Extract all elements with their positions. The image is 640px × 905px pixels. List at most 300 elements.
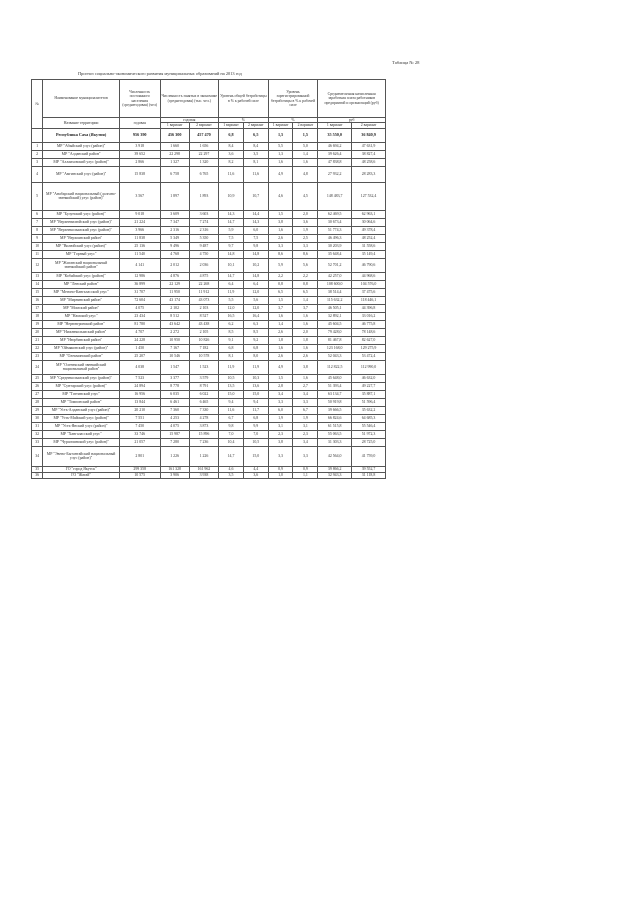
table-row [32, 320, 386, 328]
header-wage: Среднемесячная начисленная заработная плата работников предприятий и организаций (руб) [318, 80, 386, 118]
value-cell: 3 377 [160, 374, 189, 382]
value-cell: 13 844 [119, 398, 160, 406]
value-cell: 36 899 [119, 280, 160, 288]
value-cell: 9,2 [243, 336, 268, 344]
value-cell: 9,8 [219, 422, 244, 430]
value-cell: 6,5 [268, 288, 293, 296]
header-unit-rub: руб [318, 118, 386, 123]
value-cell: 46 694,2 [318, 142, 352, 150]
value-cell: 64 685,3 [352, 414, 386, 422]
value-cell: 1,6 [268, 312, 293, 320]
header-num: № [32, 80, 43, 129]
row-number: 33 [32, 438, 43, 446]
value-cell: 6 035 [160, 390, 189, 398]
value-cell: 11 912 [189, 288, 218, 296]
value-cell: 6,4 [219, 280, 244, 288]
table-row [32, 142, 386, 150]
value-cell: 9 018 [119, 210, 160, 218]
value-cell: 3,6 [243, 472, 268, 478]
table-row [32, 360, 386, 374]
value-cell: 11,9 [219, 288, 244, 296]
value-cell: 1,9 [293, 226, 318, 234]
value-cell: 1,6 [293, 344, 318, 352]
value-cell: 6,0 [268, 406, 293, 414]
value-cell: 49 227,7 [352, 382, 386, 390]
value-cell: 7,0 [219, 430, 244, 438]
table-row [32, 430, 386, 438]
table-row [32, 382, 386, 390]
value-cell: 35 887,1 [352, 390, 386, 398]
value-cell: 3 567 [119, 182, 160, 210]
value-cell: 4,6 [268, 182, 293, 210]
value-cell: 108 600,0 [318, 280, 352, 288]
value-cell: 1 523 [189, 360, 218, 374]
value-cell: 21 057 [119, 438, 160, 446]
value-cell: 1 450 [119, 344, 160, 352]
table-row [32, 242, 386, 250]
municipality-name: МР "Абыйский улус (район)" [43, 142, 120, 150]
row-number: 12 [32, 258, 43, 272]
value-cell: 8,2 [219, 158, 244, 166]
value-cell: 2 036 [189, 258, 218, 272]
value-cell: 5,5 [268, 142, 293, 150]
value-cell: 47 631,9 [352, 142, 386, 150]
total-row [32, 128, 386, 142]
row-number: 20 [32, 328, 43, 336]
table-row [32, 182, 386, 210]
row-number: 36 [32, 472, 43, 478]
row-number: 30 [32, 414, 43, 422]
row-number: 7 [32, 218, 43, 226]
value-cell: 41 759,0 [352, 446, 386, 466]
municipality-name: МР "Амгинский улус (район)" [43, 166, 120, 182]
value-cell: 8 791 [189, 382, 218, 390]
value-cell: 15 896 [189, 430, 218, 438]
value-cell: 42 257,0 [318, 272, 352, 280]
value-cell: 8,1 [243, 158, 268, 166]
value-cell: 3,1 [293, 422, 318, 430]
value-cell: 1,4 [293, 150, 318, 158]
value-cell: 10 950 [160, 336, 189, 344]
row-number: 8 [32, 226, 43, 234]
value-cell: 3,4 [293, 438, 318, 446]
total-name: Республика Саха (Якутия) [43, 128, 120, 142]
value-cell: 7 450 [119, 422, 160, 430]
value-cell: 6,8 [243, 344, 268, 352]
value-cell: 14,3 [219, 210, 244, 218]
value-cell: 5,9 [219, 226, 244, 234]
value-cell: 27 932,2 [318, 166, 352, 182]
value-cell: 7 182 [189, 344, 218, 352]
value-cell: 2 102 [160, 304, 189, 312]
value-cell: 3 579 [189, 374, 218, 382]
total-cell: 1,5 [268, 128, 293, 142]
row-number: 19 [32, 320, 43, 328]
table-row [32, 398, 386, 406]
value-cell: 42 564,0 [318, 446, 352, 466]
value-cell: 16 956 [119, 390, 160, 398]
municipality-name: МР "Мирнинский район" [43, 296, 120, 304]
value-cell: 7 236 [189, 438, 218, 446]
value-cell: 39 626,4 [318, 150, 352, 158]
row-number: 9 [32, 234, 43, 242]
row-number: 32 [32, 430, 43, 438]
value-cell: 4 750 [189, 250, 218, 258]
value-cell: 31 118,8 [352, 472, 386, 478]
municipality-name: МР "Сунтарский улус (район)" [43, 382, 120, 390]
value-cell: 15,0 [243, 446, 268, 466]
value-cell: 3,3 [293, 446, 318, 466]
value-cell: 10,1 [219, 258, 244, 272]
value-cell: 1,8 [268, 336, 293, 344]
header-v1: 1 вариант [268, 123, 293, 128]
header-v1: 1 вариант [160, 123, 189, 128]
value-cell: 3 609 [160, 210, 189, 218]
value-cell: 4 038 [119, 360, 160, 374]
value-cell: 2,2 [293, 272, 318, 280]
value-cell: 123 168,0 [318, 344, 352, 352]
value-cell: 9,1 [219, 336, 244, 344]
row-number: 25 [32, 374, 43, 382]
value-cell: 2,3 [293, 430, 318, 438]
municipality-name: МР "Нерюнгринский район" [43, 320, 120, 328]
value-cell: 7,0 [243, 430, 268, 438]
table-row [32, 150, 386, 158]
value-cell: 7 551 [119, 414, 160, 422]
value-cell: 8,6 [293, 250, 318, 258]
value-cell: 3,3 [293, 242, 318, 250]
value-cell: 8,4 [243, 142, 268, 150]
value-cell: 4 253 [160, 414, 189, 422]
value-cell: 127 532,4 [352, 182, 386, 210]
value-cell: 14,7 [219, 218, 244, 226]
value-cell: 2 012 [160, 258, 189, 272]
value-cell: 3,3 [268, 242, 293, 250]
value-cell: 82 627,0 [352, 336, 386, 344]
value-cell: 6,0 [243, 226, 268, 234]
value-cell: 1 226 [189, 446, 218, 466]
municipality-name: МР "Усть-Янский улус (район)" [43, 422, 120, 430]
value-cell: 25 207 [119, 352, 160, 360]
value-cell: 50 919,8 [318, 398, 352, 406]
value-cell: 6 465 [189, 398, 218, 406]
value-cell: 4 707 [119, 328, 160, 336]
value-cell: 8,5 [219, 328, 244, 336]
value-cell: 1,3 [268, 150, 293, 158]
municipality-name: МР "Хангаласский улус" [43, 430, 120, 438]
value-cell: 39 666,5 [318, 406, 352, 414]
value-cell: 51 972,3 [352, 430, 386, 438]
value-cell: 38 827,4 [352, 150, 386, 158]
value-cell: 9 496 [160, 242, 189, 250]
value-cell: 11,7 [243, 406, 268, 414]
value-cell: 3,5 [219, 472, 244, 478]
municipality-name: МР "Оленекский эвенкийский национальный район" [43, 360, 120, 374]
header-rep: годовая [119, 118, 160, 129]
value-cell: 6,2 [219, 320, 244, 328]
header-v2: 2 вариант [293, 123, 318, 128]
value-cell: 51 393,4 [318, 382, 352, 390]
municipality-name: МР "Жиганский национальный эвенкийский район" [43, 258, 120, 272]
value-cell: 22 268 [189, 280, 218, 288]
municipality-name: МР "Эвено-Бытантайский национальный улус (район)" [43, 446, 120, 466]
header-name2: Название территории [43, 118, 120, 129]
value-cell: 6,7 [293, 406, 318, 414]
value-cell: 44 396,8 [352, 304, 386, 312]
value-cell: 72 604 [119, 296, 160, 304]
value-cell: 14,8 [243, 272, 268, 280]
value-cell: 1 547 [160, 360, 189, 374]
value-cell: 148 483,7 [318, 182, 352, 210]
total-cell: 1,5 [293, 128, 318, 142]
value-cell: 10,5 [243, 438, 268, 446]
value-cell: 3,3 [293, 398, 318, 406]
value-cell: 78 148,6 [352, 328, 386, 336]
value-cell: 2,5 [293, 234, 318, 242]
municipality-name: МР "Таттинский улус" [43, 390, 120, 398]
value-cell: 7 280 [160, 438, 189, 446]
value-cell: 62 469,5 [318, 210, 352, 218]
value-cell: 44 968,6 [352, 272, 386, 280]
value-cell: 2,7 [293, 382, 318, 390]
value-cell: 11,6 [243, 166, 268, 182]
value-cell: 10,9 [219, 182, 244, 210]
value-cell: 13,5 [219, 382, 244, 390]
value-cell: 1 893 [189, 182, 218, 210]
value-cell: 1,4 [268, 320, 293, 328]
value-cell: 46 496,3 [318, 234, 352, 242]
municipality-name: МР "Усть-Алданский улус (район)" [43, 406, 120, 414]
header-registered: Уровень зарегистрированной безработицы в % к рабочей силе [268, 80, 318, 118]
header-unemployment: Уровень общей безработицы в % к рабочей силе [219, 80, 269, 118]
header-v1: 1 вариант [219, 123, 244, 128]
table-row [32, 446, 386, 466]
municipality-name: МР "Оймяконский улус (район)" [43, 344, 120, 352]
value-cell: 1,0 [268, 472, 293, 478]
value-cell: 10 578 [189, 352, 218, 360]
municipality-name: МР "Алданский район" [43, 150, 120, 158]
municipality-name: МР "Анабарский национальный (долгано-эвенкийский) улус (район)" [43, 182, 120, 210]
value-cell: 1,6 [293, 312, 318, 320]
value-cell: 11,6 [219, 406, 244, 414]
value-cell: 32 943,3 [318, 472, 352, 478]
value-cell: 4 075 [119, 304, 160, 312]
value-cell: 5,5 [219, 296, 244, 304]
value-cell: 0,9 [268, 466, 293, 472]
table-row [32, 328, 386, 336]
value-cell: 66 824,6 [318, 414, 352, 422]
value-cell: 5,0 [293, 142, 318, 150]
value-cell: 104 576,0 [352, 280, 386, 288]
value-cell: 46 505,1 [318, 304, 352, 312]
value-cell: 9,8 [243, 242, 268, 250]
table-row [32, 218, 386, 226]
value-cell: 43 438 [189, 320, 218, 328]
value-cell: 33 016,2 [352, 312, 386, 320]
row-number: 3 [32, 158, 43, 166]
value-cell: 12,0 [243, 288, 268, 296]
value-cell: 11,6 [219, 166, 244, 182]
value-cell: 6 022 [189, 390, 218, 398]
value-cell: 20 210 [119, 406, 160, 414]
total-cell: 457 470 [189, 128, 218, 142]
value-cell: 11 950 [160, 288, 189, 296]
row-number: 24 [32, 360, 43, 374]
value-cell: 46 790,6 [352, 258, 386, 272]
header-population: Численность постоянного населения (среднегодовая) (чел) [119, 80, 160, 118]
value-cell: 3 873 [189, 422, 218, 430]
table-row [32, 414, 386, 422]
value-cell: 2,8 [268, 382, 293, 390]
value-cell: 21 224 [119, 218, 160, 226]
value-cell: 24 894 [119, 382, 160, 390]
municipality-name: МР "Верхоянский район" [43, 234, 120, 242]
municipality-name: МР "Ленский район" [43, 280, 120, 288]
row-number: 16 [32, 296, 43, 304]
value-cell: 2 103 [189, 304, 218, 312]
value-cell: 2 866 [119, 158, 160, 166]
value-cell: 161 328 [160, 466, 189, 472]
row-number: 15 [32, 288, 43, 296]
value-cell: 7,5 [219, 234, 244, 242]
value-cell: 6 461 [160, 398, 189, 406]
value-cell: 3,8 [293, 360, 318, 374]
value-cell: 10 575 [119, 472, 160, 478]
value-cell: 3,6 [219, 150, 244, 158]
header-unit-pct: % [219, 118, 269, 123]
municipality-name: МР "Намский улус" [43, 312, 120, 320]
value-cell: 1 327 [160, 158, 189, 166]
value-cell: 11,9 [243, 360, 268, 374]
value-cell: 61 515,8 [318, 422, 352, 430]
value-cell: 6,4 [243, 280, 268, 288]
total-cell: 36 840,9 [352, 128, 386, 142]
value-cell: 5 349 [160, 234, 189, 242]
row-number: 13 [32, 272, 43, 280]
value-cell: 39 552,7 [352, 466, 386, 472]
value-cell: 0,8 [293, 280, 318, 288]
municipality-name: МР "Мегино-Кангаласский улус" [43, 288, 120, 296]
municipality-name: ГО "город Якутск" [43, 466, 120, 472]
value-cell: 3,8 [268, 438, 293, 446]
value-cell: 1,6 [268, 226, 293, 234]
row-number: 10 [32, 242, 43, 250]
value-cell: 8 778 [160, 382, 189, 390]
row-number: 4 [32, 166, 43, 182]
value-cell: 81 780 [119, 320, 160, 328]
value-cell: 2,6 [268, 234, 293, 242]
value-cell: 118 446,1 [352, 296, 386, 304]
value-cell: 8,6 [268, 250, 293, 258]
value-cell: 129 275,9 [352, 344, 386, 352]
value-cell: 3,5 [243, 150, 268, 158]
value-cell: 4,6 [219, 466, 244, 472]
value-cell: 12 986 [119, 272, 160, 280]
value-cell: 45 604,5 [318, 320, 352, 328]
value-cell: 48 258,6 [352, 158, 386, 166]
value-cell: 4 876 [160, 272, 189, 280]
value-cell: 3,4 [293, 390, 318, 398]
value-cell: 1 660 [160, 142, 189, 150]
value-cell: 1,5 [268, 296, 293, 304]
value-cell: 35 149,4 [352, 250, 386, 258]
value-cell: 46 632,0 [352, 374, 386, 382]
value-cell: 4,8 [293, 166, 318, 182]
value-cell: 43 174 [160, 296, 189, 304]
table-row [32, 250, 386, 258]
table-row [32, 352, 386, 360]
row-number: 6 [32, 210, 43, 218]
value-cell: 37 475,6 [352, 288, 386, 296]
value-cell: 3 906 [160, 472, 189, 478]
row-number: 2 [32, 150, 43, 158]
value-cell: 47 838,8 [318, 158, 352, 166]
value-cell: 10,3 [243, 374, 268, 382]
value-cell: 1,8 [293, 336, 318, 344]
table-row [32, 312, 386, 320]
value-cell: 11,9 [219, 360, 244, 374]
value-cell: 30 673,4 [318, 218, 352, 226]
table-row [32, 280, 386, 288]
value-cell: 7 330 [189, 406, 218, 414]
value-cell: 2,6 [268, 352, 293, 360]
value-cell: 2,0 [293, 210, 318, 218]
value-cell: 43 642 [160, 320, 189, 328]
value-cell: 14,7 [219, 446, 244, 466]
row-number: 14 [32, 280, 43, 288]
total-num [32, 128, 43, 142]
value-cell: 1,6 [268, 158, 293, 166]
value-cell: 49 378,4 [352, 226, 386, 234]
row-number: 34 [32, 446, 43, 466]
value-cell: 6,8 [243, 414, 268, 422]
row-number: 27 [32, 390, 43, 398]
value-cell: 2,0 [293, 328, 318, 336]
value-cell: 11 838 [119, 234, 160, 242]
value-cell: 11 540 [119, 250, 160, 258]
value-cell: 12,0 [243, 304, 268, 312]
value-cell: 8,5 [243, 328, 268, 336]
header-v2: 2 вариант [352, 123, 386, 128]
value-cell: 55 063,5 [318, 430, 352, 438]
row-number: 11 [32, 250, 43, 258]
value-cell: 7 167 [160, 344, 189, 352]
value-cell: 1,1 [293, 472, 318, 478]
row-number: 31 [32, 422, 43, 430]
value-cell: 2,2 [268, 272, 293, 280]
table-row [32, 226, 386, 234]
total-cell: 6,8 [219, 128, 244, 142]
value-cell: 4 141 [119, 258, 160, 272]
value-cell: 35 632,2 [352, 406, 386, 414]
forecast-table [31, 79, 386, 479]
municipality-name: МР "Булунский улус (район)" [43, 210, 120, 218]
row-number: 17 [32, 304, 43, 312]
row-number: 23 [32, 352, 43, 360]
table-row [32, 166, 386, 182]
value-cell: 15,0 [219, 390, 244, 398]
value-cell: 161 962 [189, 466, 218, 472]
municipality-name: МР "Нюрбинский район" [43, 336, 120, 344]
value-cell: 6 765 [189, 166, 218, 182]
value-cell: 6,8 [219, 344, 244, 352]
value-cell: 0,8 [268, 280, 293, 288]
value-cell: 8 527 [189, 312, 218, 320]
municipality-name: МР "Момский район" [43, 304, 120, 312]
header-unit-pct-2: % [268, 118, 318, 123]
value-cell: 23 434 [119, 312, 160, 320]
municipality-name: МР "Верхнеколымский улус (район)" [43, 226, 120, 234]
